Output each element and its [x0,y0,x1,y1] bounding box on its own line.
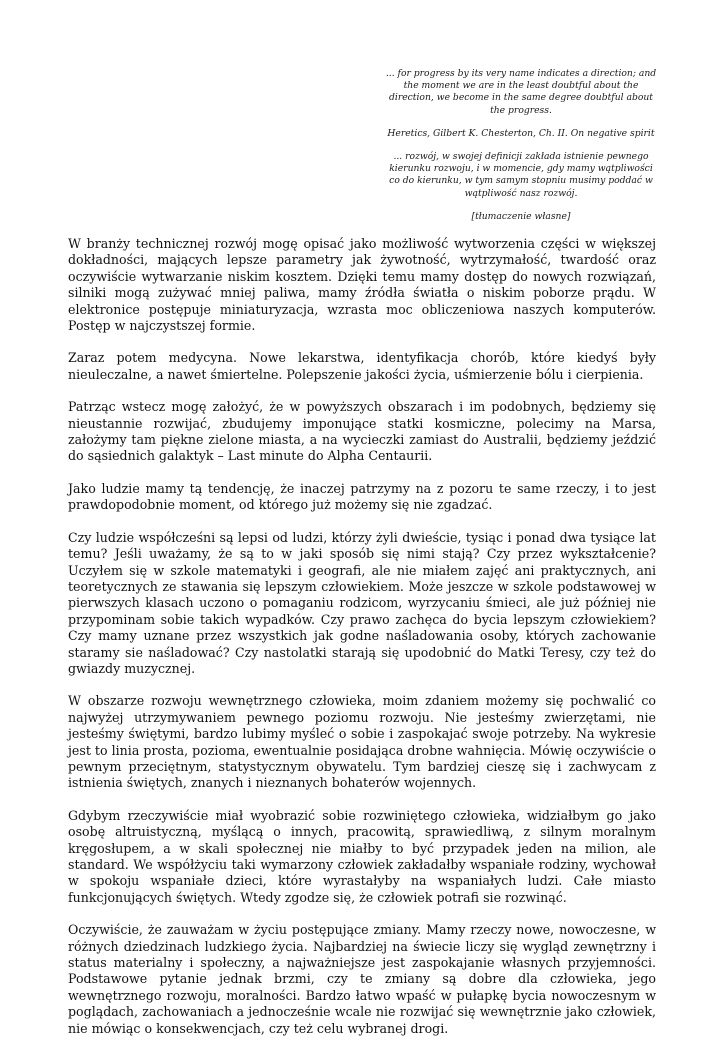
essay-body [68,236,656,1053]
paragraph: Zaraz potem medycyna. Nowe lekarstwa, identyfikacja chorób, które kiedyś były nieuleczalne, a nawet śmiertelne. Polepszenie jakości życia, uśmierzenie bólu i cierpienia. [68,350,656,382]
paragraph: W obszarze rozwoju wewnętrznego człowieka, moim zdaniem możemy się pochwalić co najwyżej utrzymywaniem pewnego poziomu rozwoju. Nie jesteśmy zwierzętami, nie jesteśmy świętymi, bardzo lubimy myśleć o sobie i zaspokajać swoje potrzeby. Na wykresie jest to linia prosta, pozioma, ewentualnie posidająca drobne wahnięcia. Mówię oczywiście o pewnym przeciętnym, statystycznym obywatelu. Tym bardziej cieszę się i zachwycam z istnienia świętych, znanych i nieznanych bohaterów wojennych. [68,693,656,791]
paragraph: Jako ludzie mamy tą tendencję, że inaczej patrzymy na z pozoru te same rzeczy, i to jest prawdopodobnie moment, od którego już możemy się nie zgadzać. [68,480,656,513]
epigraph-quote-english: ... for progress by its very name indicates a direction; and the moment we are in the least doubtful about the direction, we become in the same degree doubtful about the progress. [385,68,657,116]
translation-note: [tłumaczenie własne] [471,210,571,222]
epigraph [385,68,657,223]
paragraph: W branży technicznej rozwój mogę opisać jako możliwość wytworzenia części w większej dokładności, mających lepsze parametry jak żywotność, wytrzymałość, twardość oraz oczywiście wytwarzanie niskim kosztem. Dzięki temu mamy dostęp do nowych rozwiązań, silniki mogą zużywać mniej paliwa, mamy źródła światła o niskim poborze prądu. W elektronice postępuje miniaturyzacja, wzrasta moc obliczeniowa naszych komputerów. Postęp w najczystszej formie. [68,236,656,334]
paragraph: Patrząc wstecz mogę założyć, że w powyższych obszarach i im podobnych, będziemy się nieustannie rozwijać, zbudujemy imponujące statki kosmiczne, polecimy na Marsa, założymy tam piękne zielone miasta, a na wycieczki zamiast do Australii, będziemy jeździć do sąsiednich galaktyk – Last minute do Alpha Centaurii. [68,399,656,464]
paragraph: Oczywiście, że zauważam w życiu postępujące zmiany. Mamy rzeczy nowe, nowoczesne, w różnych dziedzinach ludzkiego życia. Najbardziej na świecie liczy się wygląd zewnętrzny i status materialny i społeczny, a najważniejsze jest zaspokajanie własnych przyjemności. Podstawowe pytanie jednak brzmi, czy te zmiany są dobre dla człowieka, jego wewnętrznego rozwoju, moralności. Bardzo łatwo wpaść w pułapkę bycia nowoczesnym w poglądach, zachowaniach a jednocześnie wcale nie rozwijać się wewnętrznie jako człowiek, nie mówiąc o konsekwencjach, czy też celu wybranej drogi. [68,922,656,1036]
paragraph: Gdybym rzeczywiście miał wyobrazić sobie rozwiniętego człowieka, widziałbym go jako osobę altruistyczną, myślącą o innych, pracowitą, sprawiedliwą, z silnym moralnym kręgosłupem, a w skali społecznej nie miałby to być przypadek jeden na milion, ale standard. We współżyciu taki wymarzony człowiek zakładałby wspaniałe rodziny, wychował w spokoju wspaniałe dzieci, które wyrastałyby na wspaniałych ludzi. Całe miasto funkcjonujących świętych. Wtedy zgodze się, że człowiek potrafi sie rozwinąć. [68,807,656,905]
epigraph-quote-polish: ... rozwój, w swojej definicji zakłada istnienie pewnego kierunku rozwoju, i w momencie, gdy mamy wątpliwości co do kierunku, w tym samym stopniu musimy poddać w wątpliwość nasz rozwój. [389,151,653,199]
epigraph-source: Heretics, Gilbert K. Chesterton, Ch. II. On negative spirit [387,127,655,139]
paragraph: Czy ludzie współcześni są lepsi od ludzi, którzy żyli dwieście, tysiąc i ponad dwa tysiące lat temu? Jeśli uważamy, że są to w jaki sposób się nimi stają? Czy przez wykształcenie? Uczyłem się w szkole matematyki i geografi, ale nie miałem zajęć ani praktycznych, ani teoretycznych ze stawania się lepszym człowiekiem. Może jeszcze w szkole podstawowej w pierwszych klasach uczono o pomaganiu rodzicom, wyrzycaniu śmieci, ale już później nie przypominam sobie takich wypadków. Czy prawo zachęca do bycia lepszym człowiekiem? Czy mamy uznane przez wszystkich jak godne naśladowania osoby, których zachowanie staramy sie naśladować? Czy nastolatki starają się upodobnić do Matki Teresy, czy też do gwiazdy muzycznej. [68,529,656,676]
